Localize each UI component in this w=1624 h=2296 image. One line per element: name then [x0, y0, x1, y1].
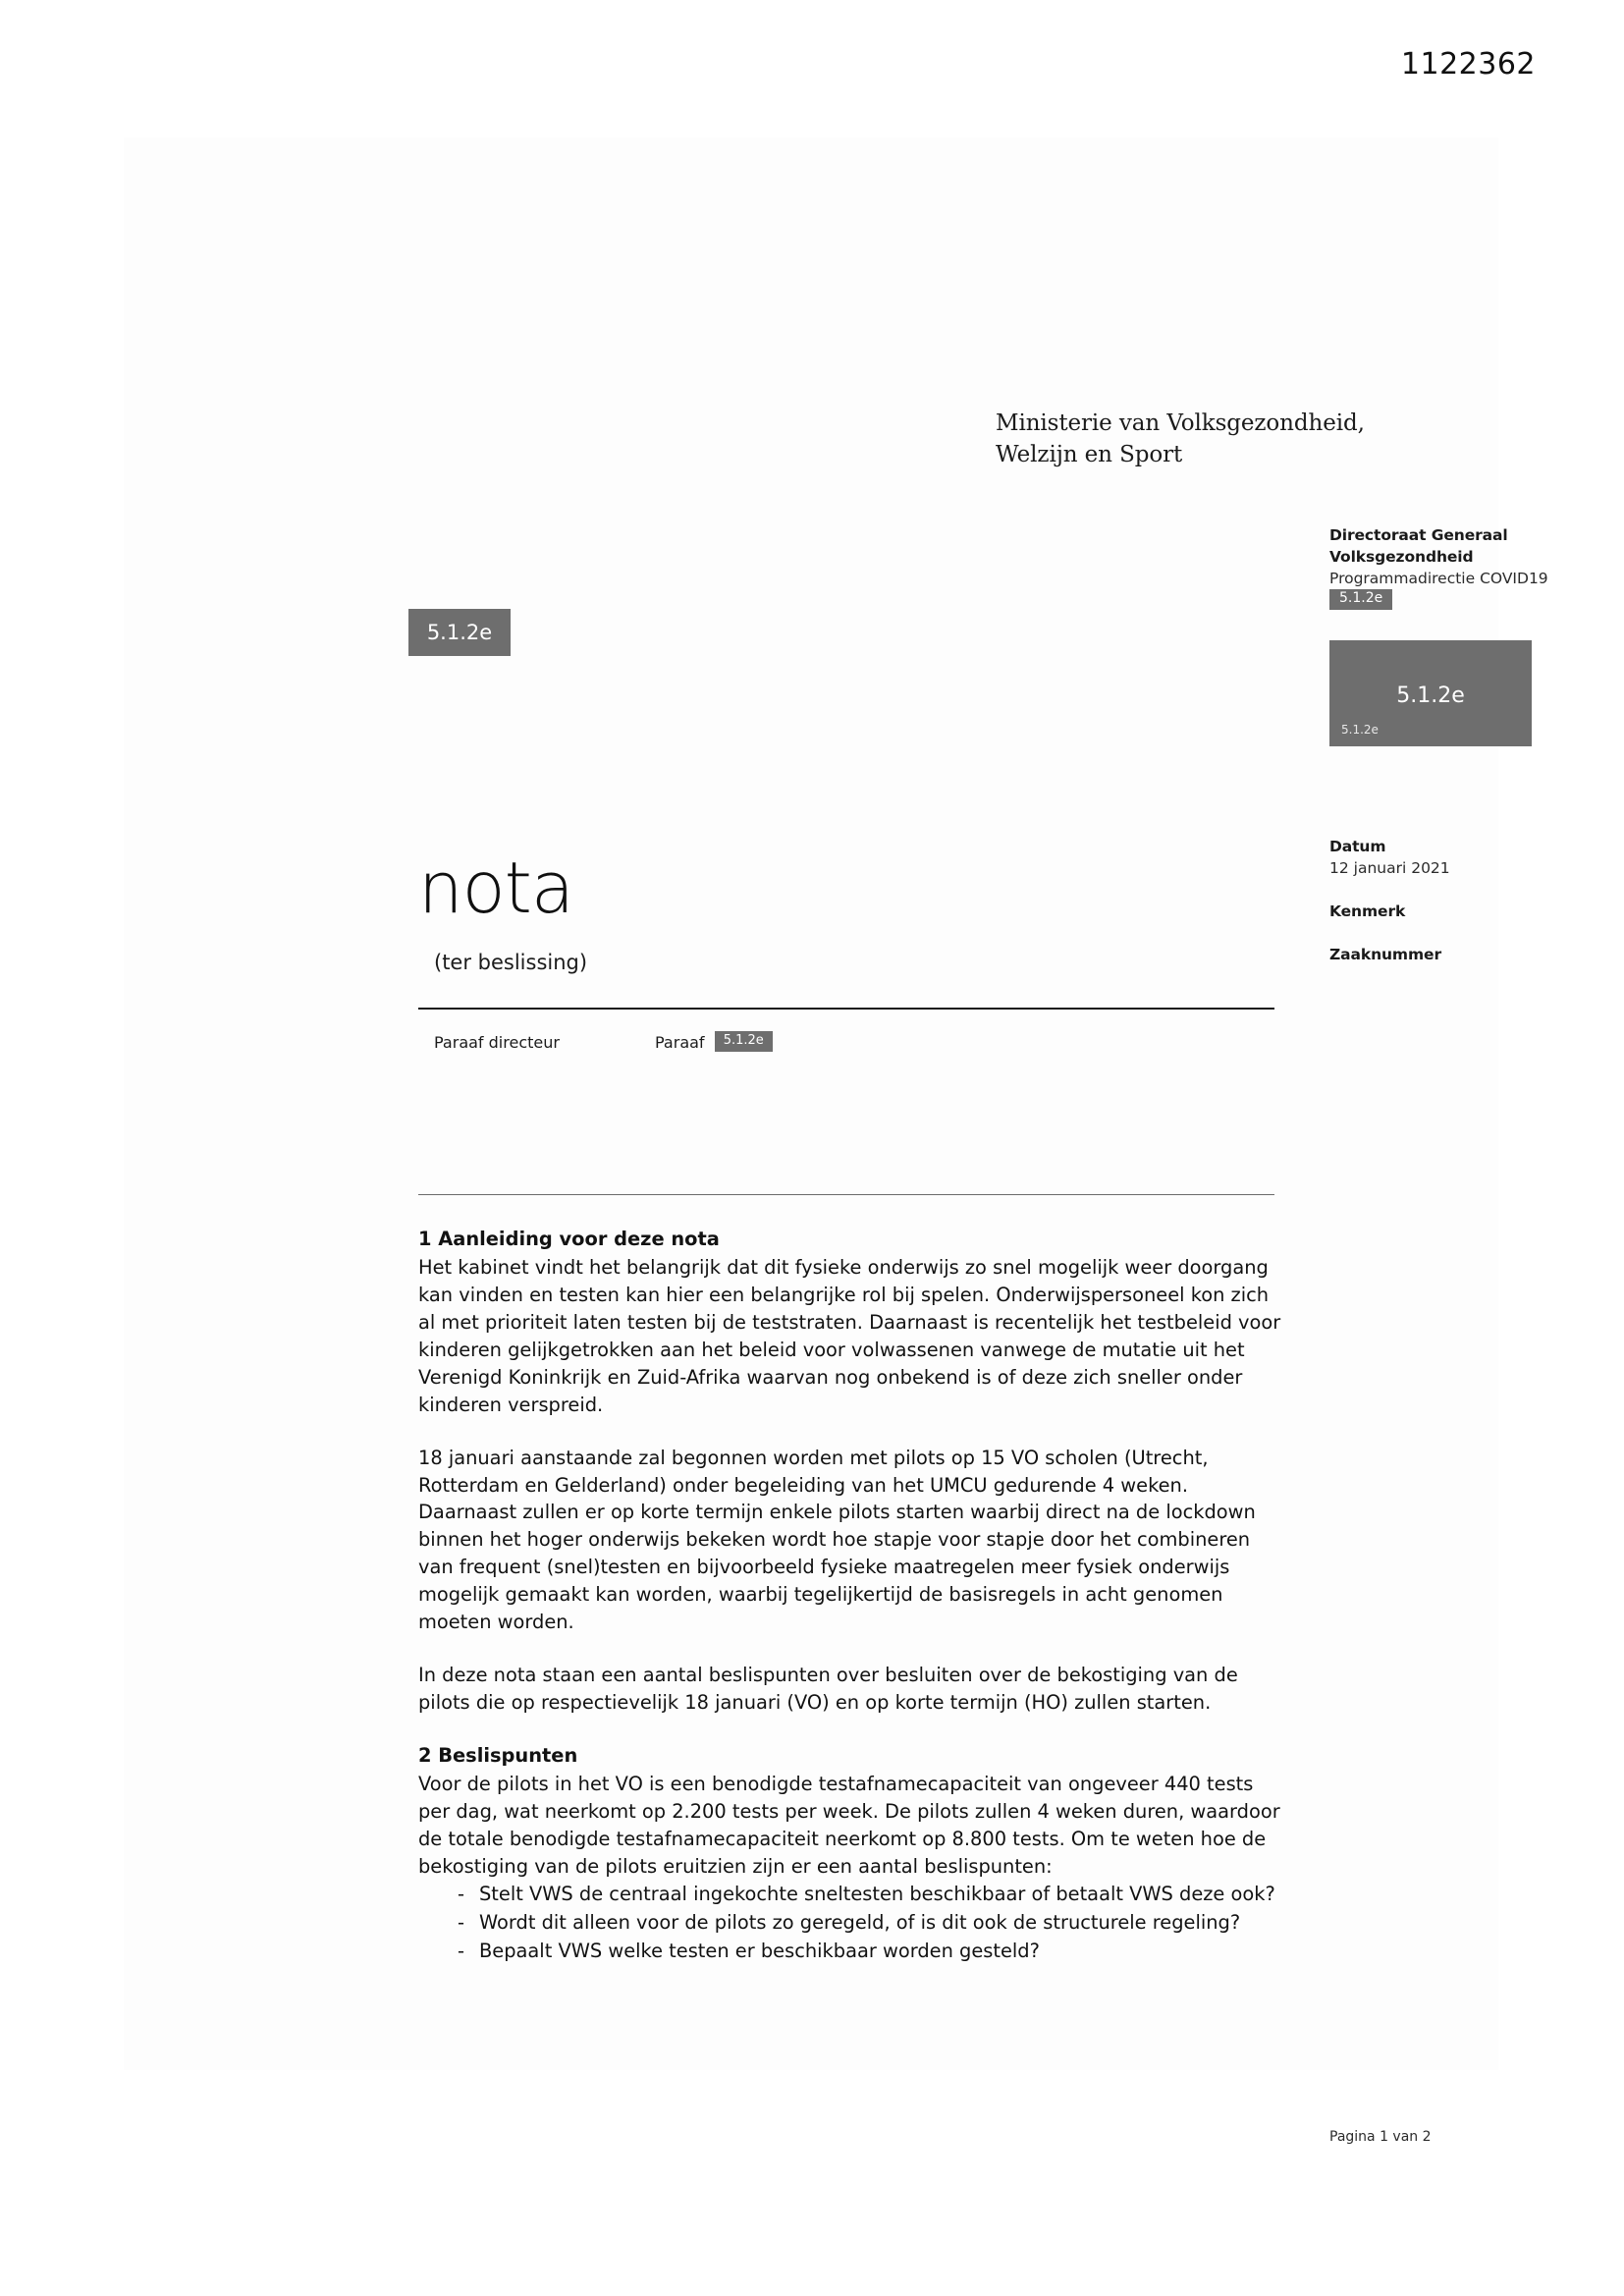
page-title: nota	[418, 847, 574, 929]
paraaf-redaction-box: 5.1.2e	[715, 1031, 773, 1052]
divider-above-body	[418, 1194, 1274, 1195]
zaaknummer-label: Zaaknummer	[1329, 945, 1441, 963]
section-1-paragraph-3: In deze nota staan een aantal beslispunten over besluiten over de bekostiging van de pilots die op respectievelijk 18 januari (VO) en op korte termijn (HO) zullen starten.	[418, 1664, 1238, 1715]
list-item-text: Wordt dit alleen voor de pilots zo geregeld, of is dit ook de structurele regeling?	[479, 1910, 1241, 1934]
list-item-text: Bepaalt VWS welke testen er beschikbaar worden gesteld?	[479, 1939, 1040, 1962]
designed-by-redaction-small: 5.1.2e	[1341, 723, 1379, 737]
ministry-line-2: Welzijn en Sport	[996, 441, 1183, 467]
section-1-paragraph-1: Het kabinet vindt het belangrijk dat dit fysieke onderwijs zo snel mogelijk weer doorgang kan vinden en testen kan hier een belangrijke rol bij spelen. Onderwijspersoneel kon zich al met prioriteit laten testen bij de teststraten. Daarnaast is recentelijk het testbeleid voor kinderen gelijkgetrokken aan het beleid voor volwassenen vanwege de mutatie uit het Verenigd Koninkrijk en Zuid-Afrika waarvan nog onbekend is of deze zich sneller onder kinderen verspreid.	[418, 1255, 1281, 1416]
section-1-heading: 1 Aanleiding voor deze nota	[418, 1228, 720, 1250]
date-group	[1329, 836, 1614, 879]
list-item	[418, 1938, 1282, 1965]
paraaf-director-label: Paraaf directeur	[434, 1033, 560, 1052]
beslispunten-list	[418, 1881, 1282, 1965]
ministry-line-1: Ministerie van Volksgezondheid,	[996, 410, 1365, 436]
page-subtitle: (ter beslissing)	[434, 951, 588, 974]
document-page	[124, 137, 1548, 2145]
list-item	[418, 1909, 1282, 1937]
dash-marker: -	[458, 1939, 464, 1962]
document-id: 1122362	[1400, 47, 1536, 82]
designed-by-redaction-large: 5.1.2e	[1396, 683, 1465, 708]
dash-marker: -	[458, 1910, 464, 1934]
programme-redaction-box: 5.1.2e	[1329, 589, 1392, 610]
date-label: Datum	[1329, 837, 1386, 855]
dash-marker: -	[458, 1882, 464, 1905]
directorate-group	[1329, 524, 1614, 610]
date-value: 12 januari 2021	[1329, 858, 1450, 877]
directorate-line-2: Volksgezondheid	[1329, 548, 1474, 566]
paraaf-label-group	[655, 1033, 773, 1054]
designed-by-redaction-box	[1329, 640, 1532, 746]
zaaknummer-group	[1329, 944, 1614, 965]
kenmerk-group	[1329, 901, 1614, 922]
list-item	[418, 1881, 1282, 1908]
page-indicator: Pagina 1 van 2	[1329, 2129, 1432, 2145]
divider-above-paraaf	[418, 1008, 1274, 1010]
list-item-text: Stelt VWS de centraal ingekochte sneltesten beschikbaar of betaalt VWS deze ook?	[479, 1882, 1275, 1905]
section-1-paragraph-2: 18 januari aanstaande zal begonnen worden met pilots op 15 VO scholen (Utrecht, Rotterdam en Gelderland) onder begeleiding van het UMCU gedurende 4 weken. Daarnaast zullen er op korte termijn enkele pilots starten waarbij direct na de lockdown binnen het hoger onderwijs bekeken wordt hoe stapje voor stapje door het combineren van frequent (snel)testen en bijvoorbeeld fysieke maatregelen meer fysiek onderwijs mogelijk gemaakt kan worden, waarbij tegelijkertijd de basisregels in acht genomen moeten worden.	[418, 1446, 1256, 1634]
directorate-line-1: Directoraat Generaal	[1329, 526, 1508, 544]
section-2-heading: 2 Beslispunten	[418, 1744, 578, 1767]
addressee-redaction-box: 5.1.2e	[408, 609, 511, 656]
document-body	[418, 1226, 1282, 1966]
section-2-paragraph-1: Voor de pilots in het VO is een benodigde testafnamecapaciteit van ongeveer 440 tests per dag, wat neerkomt op 2.200 tests per week. De pilots zullen 4 weken duren, waardoor de totale benodigde testafnamecapaciteit neerkomt op 8.800 tests. Om te weten hoe de bekostiging van de pilots eruitzien zijn er een aantal beslispunten:	[418, 1772, 1280, 1878]
paraaf-label: Paraaf	[655, 1033, 705, 1052]
document-metadata-column	[1329, 524, 1614, 987]
ministry-wordmark	[996, 409, 1365, 470]
programme-directorate: Programmadirectie COVID19	[1329, 570, 1548, 587]
kenmerk-label: Kenmerk	[1329, 902, 1406, 920]
